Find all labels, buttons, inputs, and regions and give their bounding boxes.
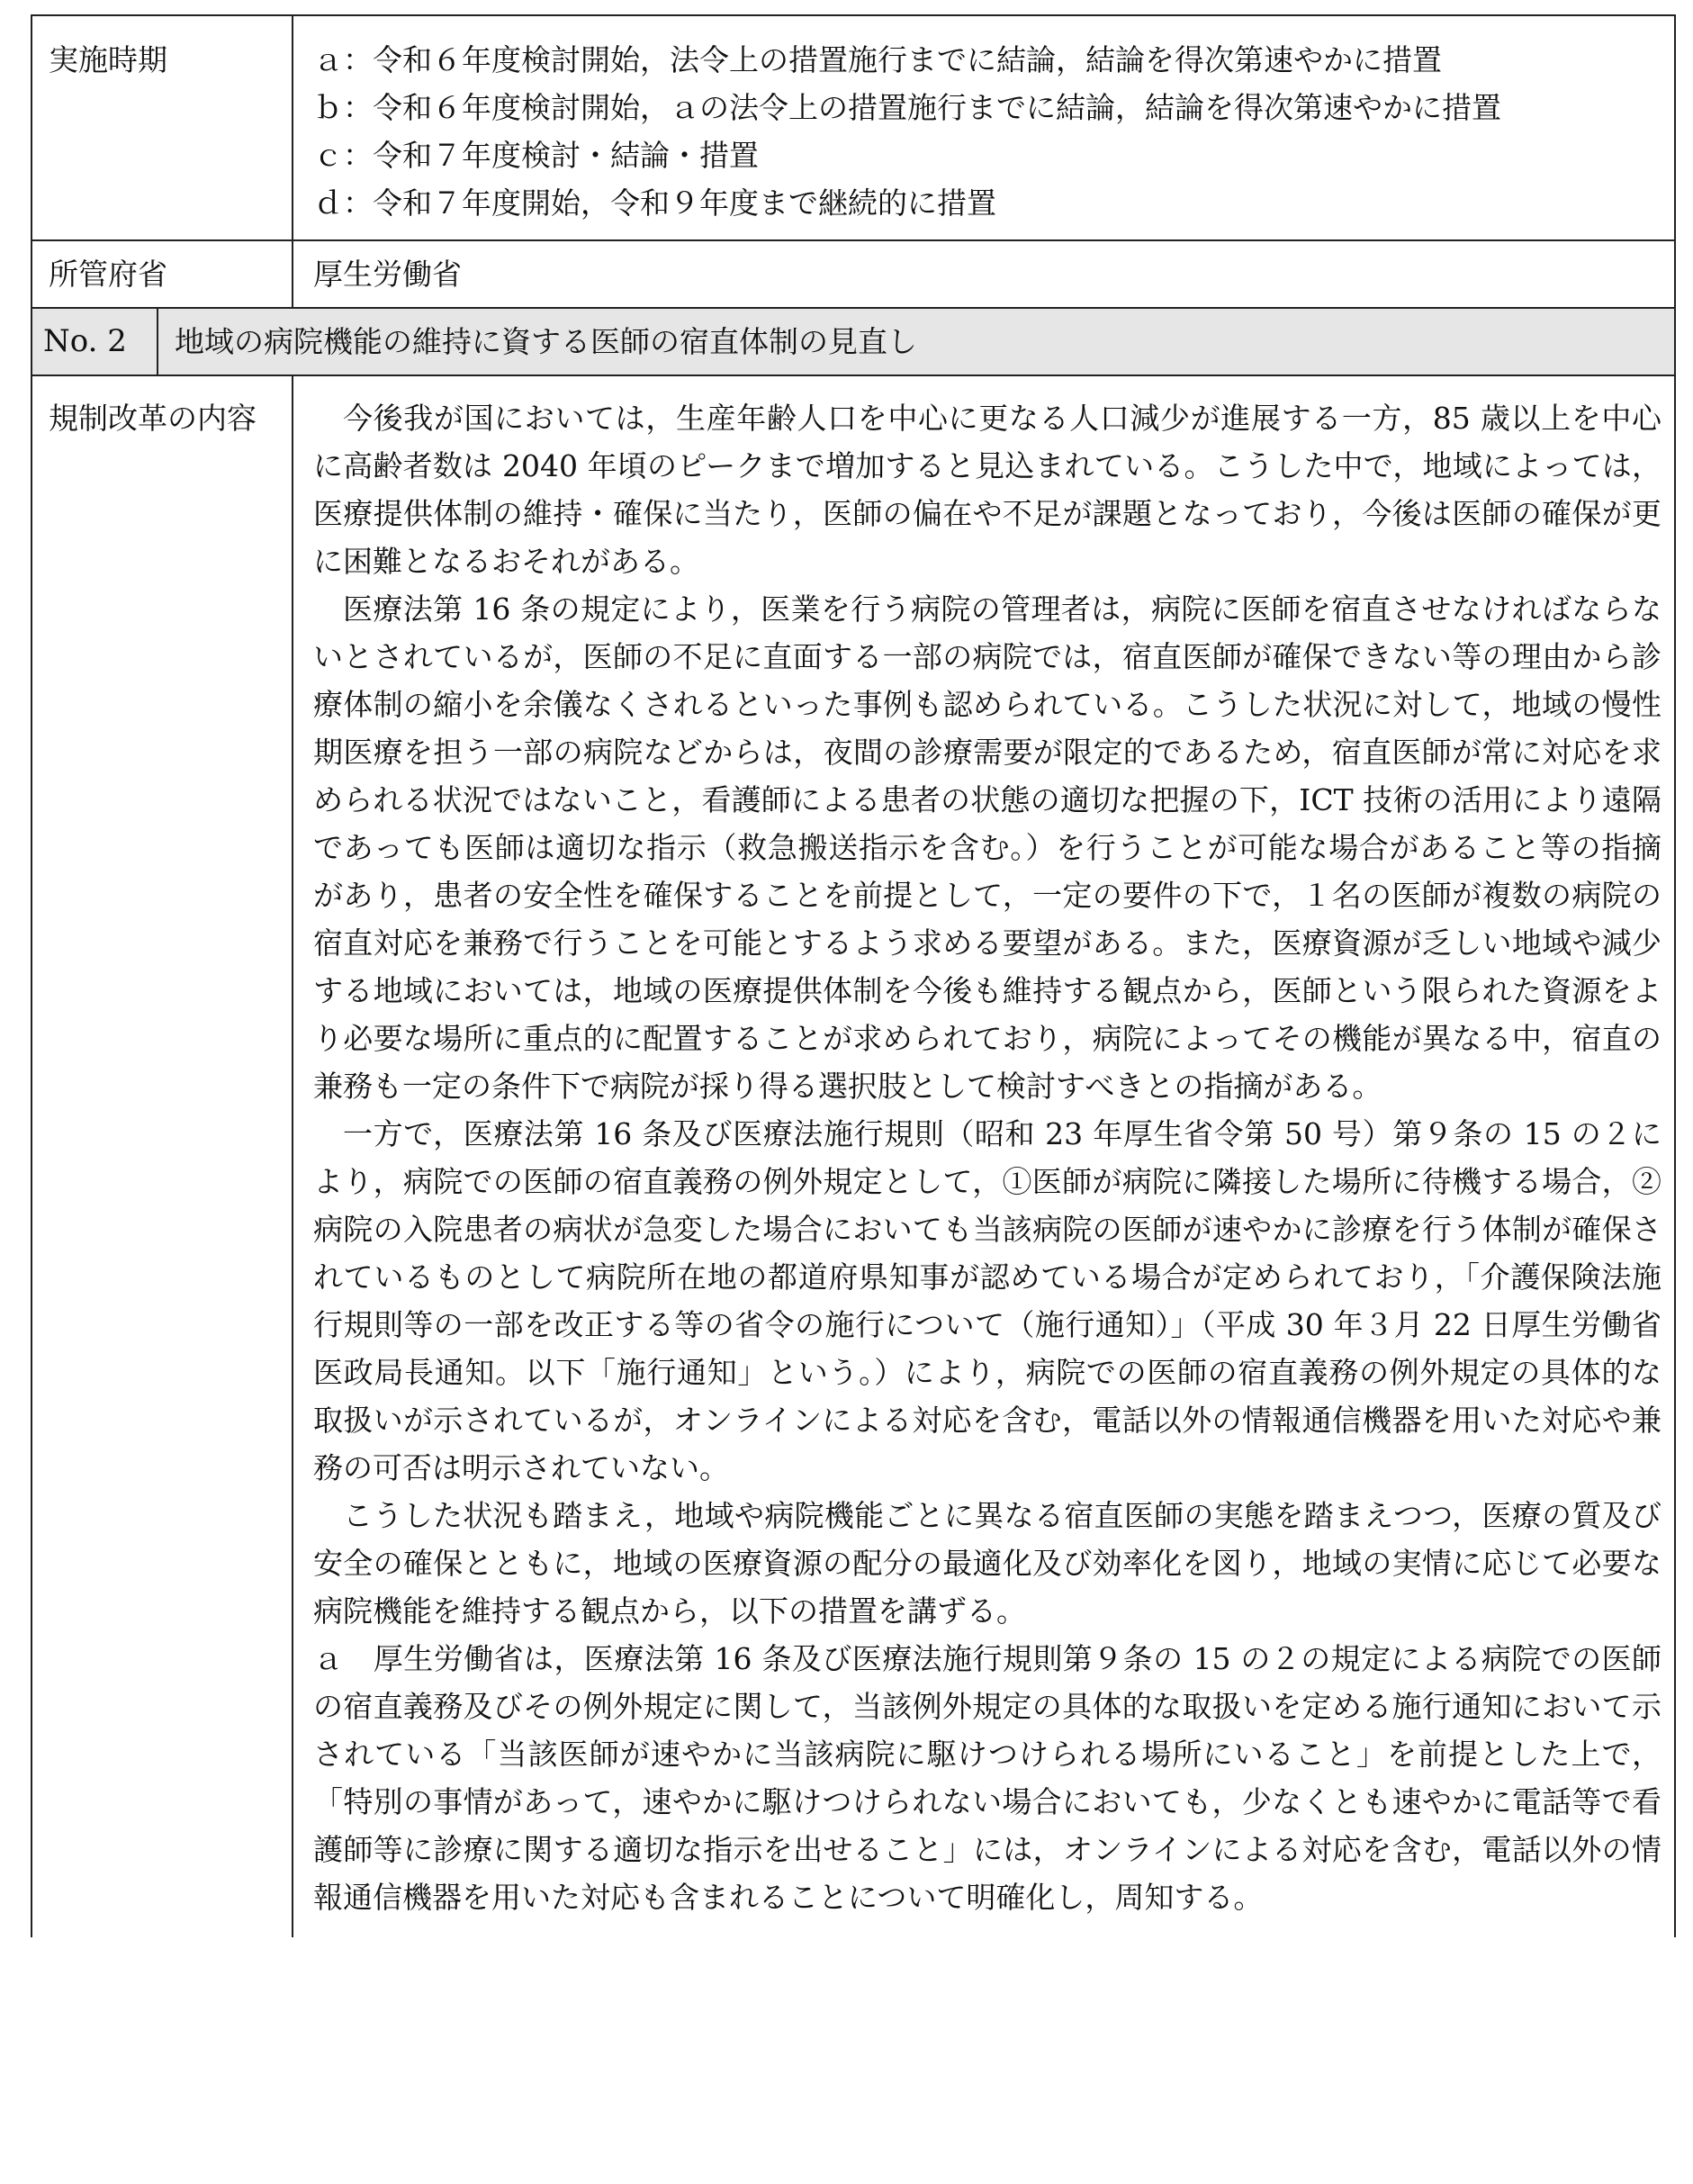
item-number: No. 2 [32,309,158,375]
period-line-c: ｃ：令和７年度検討・結論・措置 [313,138,759,173]
period-row [32,16,1674,241]
period-line-d: ｄ：令和７年度開始，令和９年度まで継続的に措置 [313,185,996,221]
ministry-label: 所管府省 [32,241,293,307]
ministry-row [32,241,1674,309]
ministry-value: 厚生労働省 [313,257,462,292]
period-line-a: ａ：令和６年度検討開始，法令上の措置施行までに結論，結論を得次第速やかに措置 [313,42,1442,77]
content-row [32,376,1674,1937]
period-line-b: ｂ：令和６年度検討開始，ａの法令上の措置施行までに結論，結論を得次第速やかに措置 [313,90,1501,125]
measure-a: ａ 厚生労働省は，医療法第 16 条及び医療法施行規則第９条の 15 の２の規定による病院での医師の宿直義務及びその例外規定に関して，当該例外規定の具体的な取扱いを定める施行通知において示されている「当該医師が速やかに当該病院に駆けつけられる場所にいること」を前提とした上で，「特別の事情があって，速やかに駆けつけられない場合においても，少なくとも速やかに電話等で看護師等に診療に関する適切な指示を出せること」には，オンラインによる対応を含む，電話以外の情報通信機器を用いた対応も含まれることについて明確化し，周知する。 [313,1641,1661,1915]
content-label: 規制改革の内容 [32,376,293,1937]
content-paragraph: こうした状況も踏まえ，地域や病院機能ごとに異なる宿直医師の実態を踏まえつつ，医療の質及び安全の確保とともに，地域の医療資源の配分の最適化及び効率化を図り，地域の実情に応じて必要な病院機能を維持する観点から，以下の措置を講ずる。 [313,1498,1661,1629]
content-paragraph: 今後我が国においては，生産年齢人口を中心に更なる人口減少が進展する一方，85 歳以上を中心に高齢者数は 2040 年頃のピークまで増加すると見込まれている。こうした中で，地域によっては，医療提供体制の維持・確保に当たり，医師の偏在や不足が課題となっており，今後は医師の確保が更に困難となるおそれがある。 [313,401,1661,579]
period-content [293,16,1674,239]
item-title: 地域の病院機能の維持に資する医師の宿直体制の見直し [175,324,917,359]
content-paragraph: 一方で，医療法第 16 条及び医療法施行規則（昭和 23 年厚生省令第 50 号）第９条の 15 の２により，病院での医師の宿直義務の例外規定として，①医師が病院に隣接した場所に待機する場合，②病院の入院患者の病状が急変した場合においても当該病院の医師が速やかに診療を行う体制が確保されているものとして病院所在地の都道府県知事が認めている場合が定められており，「介護保険法施行規則等の一部を改正する等の省令の施行について（施行通知）」（平成 30 年３月 22 日厚生労働省医政局長通知。以下「施行通知」という。）により，病院での医師の宿直義務の例外規定の具体的な取扱いが示されているが，オンラインによる対応を含む，電話以外の情報通信機器を用いた対応や兼務の可否は明示されていない。 [313,1116,1661,1485]
period-label: 実施時期 [32,16,293,239]
item-header-row [32,309,1674,376]
content-body [293,376,1674,1937]
regulatory-reform-table [31,14,1676,1937]
content-paragraph: 医療法第 16 条の規定により，医業を行う病院の管理者は，病院に医師を宿直させなければならないとされているが，医師の不足に直面する一部の病院では，宿直医師が確保できない等の理由から診療体制の縮小を余儀なくされるといった事例も認められている。こうした状況に対して，地域の慢性期医療を担う一部の病院などからは，夜間の診療需要が限定的であるため，宿直医師が常に対応を求められる状況ではないこと，看護師による患者の状態の適切な把握の下，ICT 技術の活用により遠隔であっても医師は適切な指示（救急搬送指示を含む。）を行うことが可能な場合があること等の指摘があり，患者の安全性を確保することを前提として，一定の要件の下で，１名の医師が複数の病院の宿直対応を兼務で行うことを可能とするよう求める要望がある。また，医療資源が乏しい地域や減少する地域においては，地域の医療提供体制を今後も維持する観点から，医師という限られた資源をより必要な場所に重点的に配置することが求められており，病院によってその機能が異なる中，宿直の兼務も一定の条件下で病院が採り得る選択肢として検討すべきとの指摘がある。 [313,591,1661,1104]
